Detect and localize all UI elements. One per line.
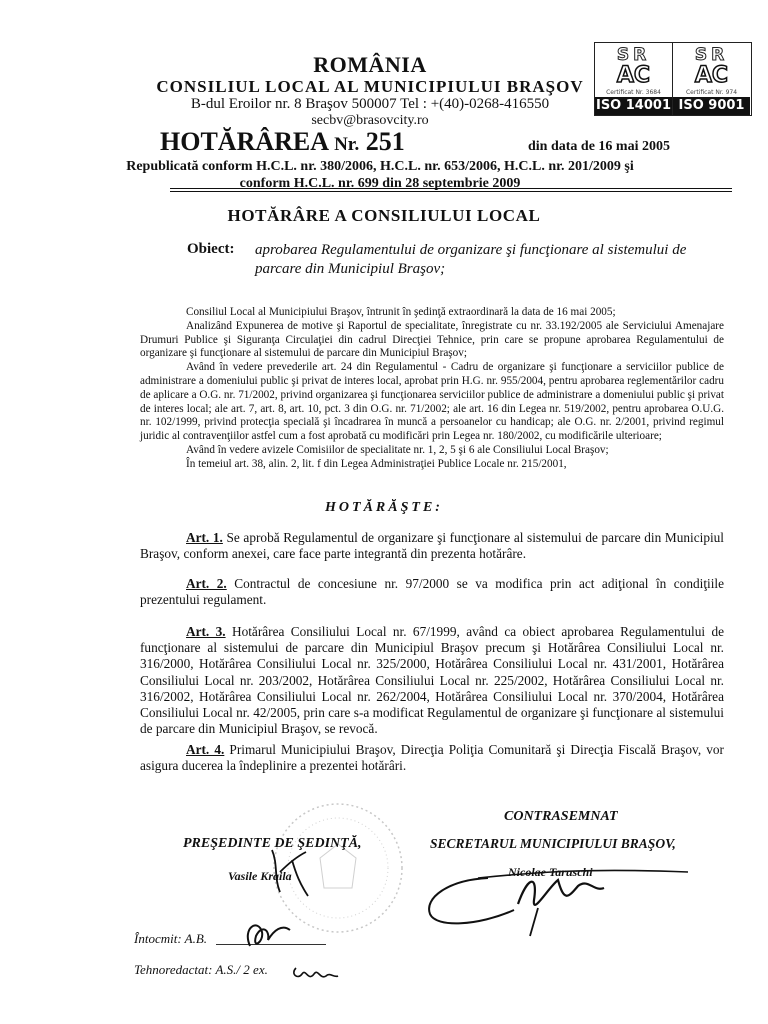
object-label: Obiect: — [187, 241, 235, 257]
decision-number: 251 — [365, 127, 405, 156]
article-text: Se aprobă Regulamentul de organizare şi funcţionare al sistemului de parcare din Municipiul Braşov, conform anexei, care face parte integrantă din prezenta hotărâre. — [140, 530, 724, 562]
decision-title — [160, 127, 405, 157]
article-3 — [140, 624, 724, 737]
preamble-paragraph: Consiliul Local al Municipiului Braşov, întrunit în şedinţă extraordinară la data de 16 mai 2005; — [186, 306, 616, 318]
council-address: B-dul Eroilor nr. 8 Braşov 500007 Tel : +(40)-0268-416550 — [190, 96, 550, 112]
decision-number-label: Nr. — [334, 134, 360, 155]
preamble-paragraph: Având în vedere avizele Comisiilor de specialitate nr. 1, 2, 5 şi 6 ale Consiliului Local Braşov; — [186, 443, 609, 456]
republication-line-2: conform H.C.L. nr. 699 din 28 septembrie 2009 — [239, 176, 521, 191]
prepared-initials — [240, 916, 300, 956]
president-signature — [262, 842, 322, 902]
council-email: secbv@brasovcity.ro — [311, 113, 429, 128]
prepared-by: Întocmit: A.B. — [134, 931, 208, 946]
article-label: Art. 2. — [186, 576, 227, 591]
certificate-number: Certificat Nr. 3684 — [606, 89, 661, 96]
header-divider — [170, 191, 732, 192]
president-name: Vasile Kraila — [228, 869, 292, 883]
article-text: Contractul de concesiune nr. 97/2000 se va modifica prin act adiţional în condiţiile prezentului regulament. — [140, 576, 725, 608]
article-label: Art. 4. — [186, 742, 225, 757]
decision-date: din data de 16 mai 2005 — [528, 139, 670, 154]
president-title: PREŞEDINTE DE ŞEDINŢĂ, — [183, 836, 362, 851]
iso-9001-logo — [673, 43, 750, 115]
preamble-paragraph: Având în vedere prevederile art. 24 din Regulamentul - Cadru de organizare şi funcţionare a serviciilor publice de administrare a domeniului public şi privat de interes local, aprobat prin H.G. nr. 955/2004, pentru aprobarea reglementărilor cadru de aplicare a O.G. nr. 71/2002, privind organizarea şi funcţionarea serviciilor publice de administrare a domeniului public şi privat de interes local; ale art. 7, art. 8, art. 10, pct. 3 din O.G. nr. 71/2002; ale art. 16 din Legea nr. 519/2002, pentru aprobarea O.U.G. nr. 102/1999, privind protecţia specială şi încadrarea în muncă a persoanelor cu handicap; ale O.G. nr. 2/2001, privind regimul juridic al contravenţiilor astfel cum a fost aprobată cu modificări prin Legea nr. 180/2002, cu modificările ulterioare; — [140, 361, 724, 443]
typed-initials — [288, 960, 342, 986]
iso-14001-logo — [595, 43, 673, 115]
iso-standard: ISO 14001 — [595, 98, 671, 113]
council-name: CONSILIUL LOCAL AL MUNICIPIULUI BRAŞOV — [156, 77, 584, 96]
sr-mark: SR — [694, 45, 729, 65]
sr-mark: SR — [616, 45, 651, 65]
typed-by: Tehnoredactat: A.S./ 2 ex. — [134, 962, 268, 977]
preamble-paragraph: În temeiul art. 38, alin. 2, lit. f din Legea Administraţiei Publice Locale nr. 215/2001, — [186, 457, 567, 470]
certificate-number: Certificat Nr. 974 — [685, 89, 738, 96]
republication-note — [0, 158, 760, 192]
article-text: Primarul Municipiului Braşov, Direcţia Poliţia Comunitară şi Direcţia Fiscală Braşov, vor asigura ducerea la îndeplinire a prezentei hotărâri. — [140, 742, 724, 774]
object-text: aprobarea Regulamentului de organizare şi funcţionare al sistemului de parcare din Municipiul Braşov; — [255, 242, 687, 277]
decision-title-text: HOTĂRÂREA — [160, 127, 328, 156]
article-text: Hotărârea Consiliului Local nr. 67/1999, având ca obiect aprobarea Regulamentului de funcţionare al sistemului de parcare din Municipiul Braşov precum şi Hotărârea Consiliului Local nr. 316/2000, Hotărârea Consiliului Local nr. 325/2000, Hotărârea Consiliului Local nr. 431/2001, Hotărârea Consiliului Local nr. 203/2002, Hotărârea Consiliului Local nr. 225/2002, Hotărârea Consiliului Local nr. 316/2002, Hotărârea Consiliului Local nr. 262/2004, Hotărârea Consiliului Local nr. 370/2004, Hotărârea Consiliului Local nr. 42/2005, prin care s-a modificat Regulamentul de organizare şi funcţionare al sistemului de parcare din Municipiul Braşov, se revocă. — [140, 624, 724, 737]
secretary-name: Nicolae Taruschi — [508, 865, 593, 879]
republication-line-1: Republicată conform H.C.L. nr. 380/2006, H.C.L. nr. 653/2006, H.C.L. nr. 201/2009 şi — [126, 159, 634, 174]
iso-standard: ISO 9001 — [673, 97, 750, 115]
secretary-signature — [418, 858, 698, 938]
secretary-title: SECRETARUL MUNICIPIULUI BRAŞOV, — [430, 836, 676, 851]
article-1 — [140, 530, 724, 562]
country-title: ROMÂNIA — [313, 52, 427, 77]
preamble — [140, 306, 724, 472]
article-2 — [140, 576, 724, 608]
article-4 — [140, 742, 724, 774]
ac-mark: AC — [673, 63, 750, 88]
certification-logos — [594, 42, 752, 116]
article-label: Art. 1. — [186, 530, 223, 545]
document-subtitle: HOTĂRÂRE A CONSILIULUI LOCAL — [227, 206, 541, 225]
decides-heading: HOTĂRĂŞTE: — [325, 500, 443, 515]
preamble-paragraph: Analizând Expunerea de motive şi Raportul de specialitate, înregistrate cu nr. 33.192/2005 ale Serviciului Amenajare Drumuri Publice şi Siguranţa Circulaţiei din cadrul Direcţiei Tehnice, prin care se propune aprobarea Regulamentului de organizare şi funcţionare al sistemului de parcare din Municipiul Braşov; — [140, 319, 724, 360]
ac-mark: AC — [595, 63, 672, 88]
header-divider — [170, 188, 732, 189]
countersigned-label: CONTRASEMNAT — [504, 809, 618, 824]
article-label: Art. 3. — [186, 624, 226, 639]
